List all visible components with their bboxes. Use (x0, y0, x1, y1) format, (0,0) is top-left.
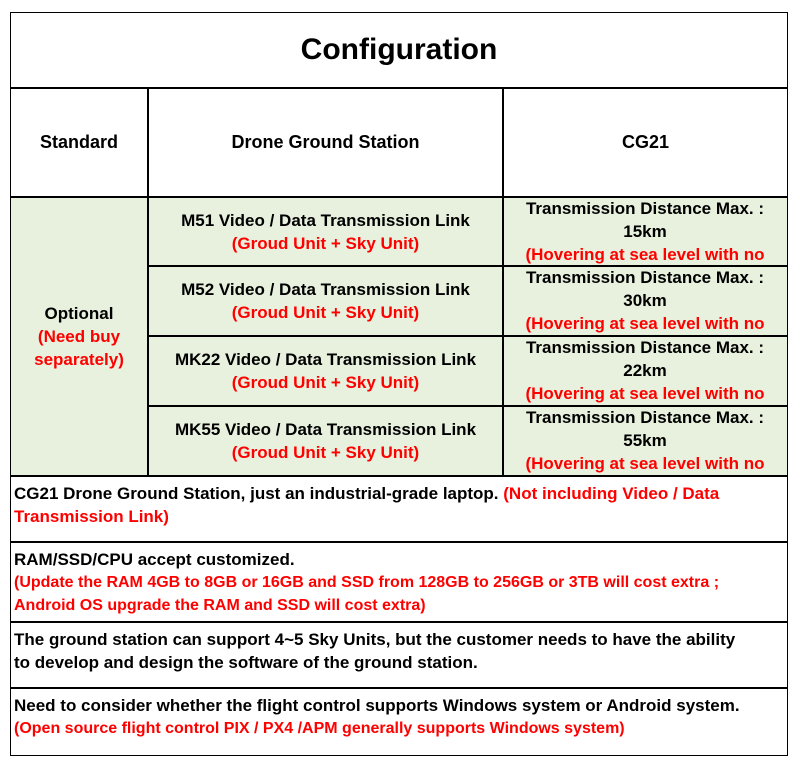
distance-note: (Hovering at sea level with no (525, 245, 765, 264)
link-units: (Groud Unit + Sky Unit) (231, 442, 420, 462)
link-row-m51 (148, 197, 503, 266)
divider (10, 87, 788, 89)
distance-value: 22km (623, 361, 667, 380)
divider (10, 196, 788, 198)
divider (10, 687, 788, 689)
distance-label: Transmission Distance Max. : (525, 268, 765, 287)
distance-note: (Hovering at sea level with no (525, 314, 765, 333)
divider (10, 621, 788, 623)
note-ram-red2: Android OS upgrade the RAM and SSD will cost extra) (14, 597, 426, 614)
note-flight-red: (Open source flight control PIX / PX4 /APM generally supports Windows system) (14, 720, 625, 737)
header-drone-ground-station: Drone Ground Station (231, 131, 420, 152)
distance-value: 15km (623, 222, 667, 241)
note-flight-main: Need to consider whether the flight control supports Windows system or Android system. (14, 696, 740, 715)
divider (148, 405, 788, 407)
note-laptop (10, 476, 788, 542)
link-row-mk22 (148, 336, 503, 406)
distance-cell-m51 (503, 197, 787, 266)
divider (147, 87, 149, 476)
divider (148, 335, 788, 337)
note-laptop-main: CG21 Drone Ground Station, just an industrial-grade laptop. (14, 484, 504, 503)
distance-label: Transmission Distance Max. : (525, 338, 765, 357)
divider (502, 87, 504, 476)
link-units: (Groud Unit + Sky Unit) (231, 373, 420, 392)
distance-note: (Hovering at sea level with no (525, 454, 765, 473)
note-support (10, 622, 788, 688)
link-name: M51 Video / Data Transmission Link (181, 210, 470, 230)
divider (148, 265, 788, 267)
divider (10, 475, 788, 477)
link-row-m52 (148, 266, 503, 336)
link-name: MK55 Video / Data Transmission Link (174, 419, 477, 439)
distance-label: Transmission Distance Max. : (525, 199, 765, 218)
distance-cell-mk55 (503, 406, 787, 475)
distance-label: Transmission Distance Max. : (525, 408, 765, 427)
optional-note-line1: (Need buy (37, 326, 121, 346)
link-units: (Groud Unit + Sky Unit) (231, 233, 420, 253)
note-flight (10, 688, 788, 756)
note-support-line1: The ground station can support 4~5 Sky Units, but the customer needs to have the ability (14, 630, 736, 649)
link-name: M52 Video / Data Transmission Link (181, 280, 470, 299)
optional-note-line2: separately) (34, 349, 124, 369)
distance-cell-mk22 (503, 336, 787, 406)
note-support-line2: to develop and design the software of the ground station. (14, 653, 478, 672)
header-standard: Standard (39, 131, 118, 152)
distance-cell-m52 (503, 266, 787, 336)
distance-value: 30km (623, 291, 667, 310)
link-row-mk55 (148, 406, 503, 475)
link-units: (Groud Unit + Sky Unit) (231, 303, 420, 322)
note-laptop-red: (Not including Video / Data Transmission Link) (14, 484, 720, 526)
distance-value: 55km (623, 431, 667, 450)
optional-label: Optional (44, 303, 114, 323)
note-ram-main: RAM/SSD/CPU accept customized. (14, 550, 295, 569)
divider (10, 541, 788, 543)
link-name: MK22 Video / Data Transmission Link (174, 350, 477, 369)
optional-cell (10, 197, 148, 475)
header-cg21: CG21 (621, 131, 670, 152)
note-ram (10, 542, 788, 622)
note-ram-red1: (Update the RAM 4GB to 8GB or 16GB and SSD from 128GB to 256GB or 3TB will cost extra ; (14, 574, 720, 591)
distance-note: (Hovering at sea level with no (525, 384, 765, 403)
page-title: Configuration (300, 32, 498, 66)
